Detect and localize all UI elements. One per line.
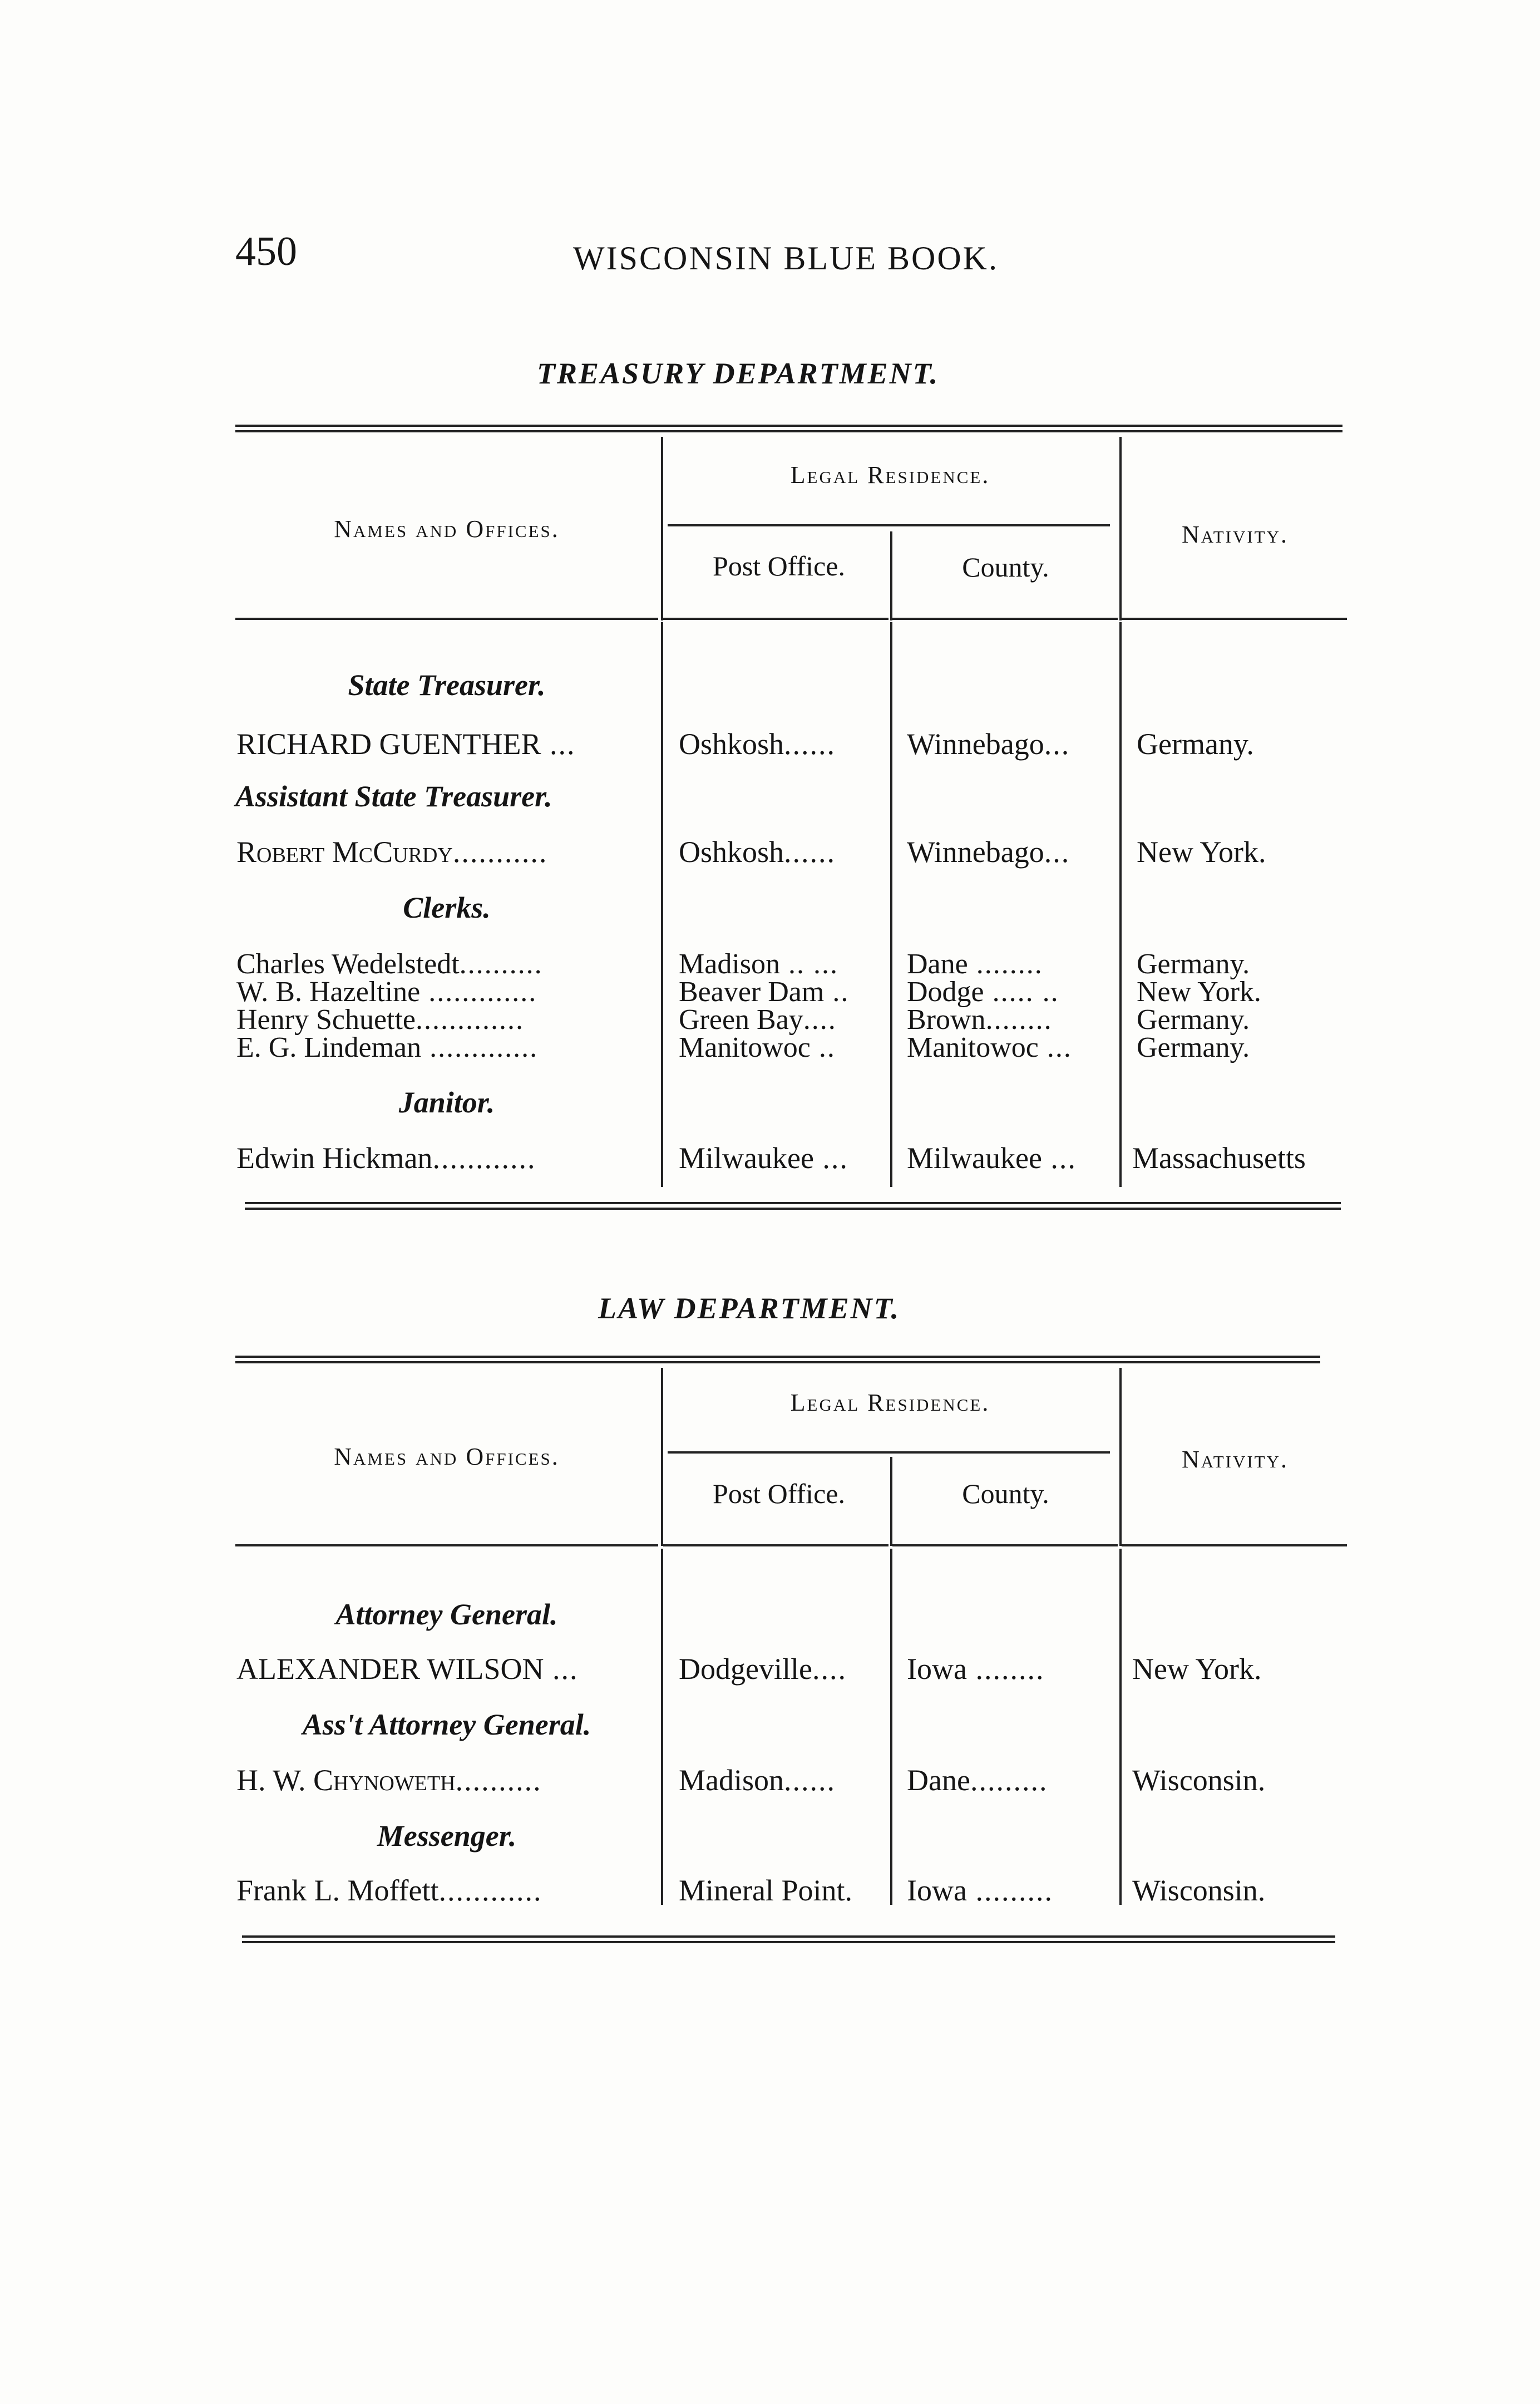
law-residence-rule bbox=[668, 1451, 1110, 1454]
office-messenger: Messenger. bbox=[377, 1819, 517, 1853]
law-body-divider-2 bbox=[890, 1549, 892, 1905]
treasury-bottom-rule bbox=[245, 1202, 1341, 1210]
name-cell: Robert McCurdy bbox=[236, 835, 453, 869]
table-row: Charles Wedelstedt.......... bbox=[236, 948, 543, 980]
treasury-header-rule-nativity bbox=[1122, 618, 1347, 620]
table-row: Frank L. Moffett............ bbox=[236, 1874, 542, 1907]
law-post-office-header: Post Office. bbox=[713, 1478, 845, 1509]
law-header-rule-po bbox=[663, 1544, 889, 1546]
treasury-header-rule-left bbox=[235, 618, 658, 620]
treasury-header-rule-county bbox=[892, 618, 1118, 620]
clerk-post-offices bbox=[679, 950, 849, 1062]
county-cell: Manitowoc ... bbox=[907, 1032, 1072, 1063]
law-bottom-rule bbox=[242, 1935, 1335, 1943]
county-cell: Dodge ..... .. bbox=[907, 976, 1059, 1008]
law-legal-residence-header: Legal Residence. bbox=[790, 1389, 990, 1416]
nativity-cell: Germany. bbox=[1137, 1032, 1250, 1063]
post-office-cell: Oshkosh...... bbox=[679, 835, 836, 869]
treasury-names-offices-header: Names and Offices. bbox=[334, 515, 560, 543]
nativity-cell: Wisconsin. bbox=[1132, 1874, 1266, 1907]
post-office-cell: Green Bay.... bbox=[679, 1004, 837, 1036]
office-clerks: Clerks. bbox=[403, 891, 491, 924]
law-header-rule-left bbox=[235, 1544, 658, 1546]
clerk-counties bbox=[907, 950, 1072, 1062]
table-row: W. B. Hazeltine ............. bbox=[236, 976, 537, 1008]
county-cell: Winnebago... bbox=[907, 835, 1070, 869]
post-office-cell: Madison...... bbox=[679, 1763, 836, 1797]
treasury-body-divider-3 bbox=[1119, 622, 1122, 1187]
table-row: H. W. Chynoweth.......... bbox=[236, 1763, 542, 1797]
table-row: E. G. Lindeman ............. bbox=[236, 1032, 539, 1063]
table-row: RICHARD GUENTHER ... bbox=[236, 727, 576, 761]
treasury-body-divider-1 bbox=[661, 622, 663, 1187]
clerk-names bbox=[236, 950, 543, 1062]
treasury-legal-residence-header: Legal Residence. bbox=[790, 461, 990, 489]
treasury-county-header: County. bbox=[962, 551, 1049, 583]
law-col-divider-3 bbox=[1119, 1368, 1122, 1546]
law-nativity-header: Nativity. bbox=[1181, 1446, 1289, 1473]
law-names-offices-header: Names and Offices. bbox=[334, 1443, 560, 1470]
nativity-cell: Germany. bbox=[1137, 948, 1250, 980]
county-cell: Iowa ......... bbox=[907, 1874, 1053, 1907]
county-cell: Dane......... bbox=[907, 1763, 1048, 1797]
county-cell: Dane ........ bbox=[907, 948, 1043, 980]
nativity-cell: New York. bbox=[1137, 835, 1266, 869]
name-cell: H. W. Chynoweth bbox=[236, 1763, 456, 1797]
county-cell: Iowa ........ bbox=[907, 1652, 1045, 1686]
county-cell: Milwaukee ... bbox=[907, 1141, 1077, 1175]
law-col-divider-1 bbox=[661, 1368, 663, 1546]
table-row: Robert McCurdy........... bbox=[236, 835, 548, 869]
law-body-divider-1 bbox=[661, 1549, 663, 1905]
table-row: Edwin Hickman............ bbox=[236, 1141, 536, 1175]
nativity-cell: Wisconsin. bbox=[1132, 1763, 1266, 1797]
law-header-rule-nativity bbox=[1122, 1544, 1347, 1546]
page-number: 450 bbox=[235, 229, 297, 274]
name-cell: ALEXANDER WILSON bbox=[236, 1652, 544, 1686]
nativity-cell: Massachusetts bbox=[1132, 1141, 1306, 1175]
post-office-cell: Oshkosh...... bbox=[679, 727, 836, 761]
post-office-cell: Milwaukee ... bbox=[679, 1141, 848, 1175]
law-header-rule-county bbox=[892, 1544, 1118, 1546]
law-top-rule bbox=[235, 1356, 1320, 1363]
post-office-cell: Madison .. ... bbox=[679, 948, 838, 980]
post-office-cell: Manitowoc .. bbox=[679, 1032, 836, 1063]
office-assistant-state-treasurer: Assistant State Treasurer. bbox=[235, 780, 552, 813]
treasury-top-rule bbox=[235, 425, 1342, 432]
law-department-title: LAW DEPARTMENT. bbox=[598, 1292, 901, 1325]
clerk-nativities bbox=[1137, 950, 1261, 1062]
law-body-divider-3 bbox=[1119, 1549, 1122, 1905]
treasury-nativity-header: Nativity. bbox=[1181, 521, 1289, 548]
office-attorney-general: Attorney General. bbox=[335, 1598, 558, 1631]
nativity-cell: New York. bbox=[1137, 976, 1261, 1008]
treasury-post-office-header: Post Office. bbox=[713, 550, 845, 582]
name-cell: Frank L. Moffett bbox=[236, 1874, 439, 1907]
table-row: Henry Schuette............. bbox=[236, 1004, 525, 1036]
name-cell: Edwin Hickman bbox=[236, 1141, 433, 1175]
nativity-cell: Germany. bbox=[1137, 1004, 1250, 1036]
law-col-divider-2 bbox=[890, 1457, 892, 1546]
treasury-header-rule-po bbox=[663, 618, 889, 620]
county-cell: Winnebago... bbox=[907, 727, 1070, 761]
treasury-col-divider-3 bbox=[1119, 437, 1122, 620]
office-asst-attorney-general: Ass't Attorney General. bbox=[302, 1708, 591, 1741]
treasury-residence-rule bbox=[668, 524, 1110, 526]
office-state-treasurer: State Treasurer. bbox=[348, 668, 546, 702]
post-office-cell: Beaver Dam .. bbox=[679, 976, 850, 1008]
table-row: ALEXANDER WILSON ... bbox=[236, 1652, 579, 1686]
treasury-col-divider-2 bbox=[890, 531, 892, 620]
running-head: WISCONSIN BLUE BOOK. bbox=[573, 240, 999, 277]
law-county-header: County. bbox=[962, 1478, 1049, 1509]
nativity-cell: Germany. bbox=[1137, 727, 1254, 761]
treasury-body-divider-2 bbox=[890, 622, 892, 1187]
post-office-cell: Mineral Point. bbox=[679, 1874, 852, 1907]
county-cell: Brown........ bbox=[907, 1004, 1053, 1036]
office-janitor: Janitor. bbox=[398, 1086, 495, 1119]
treasury-department-title: TREASURY DEPARTMENT. bbox=[537, 357, 940, 390]
name-cell: RICHARD GUENTHER bbox=[236, 727, 541, 761]
post-office-cell: Dodgeville.... bbox=[679, 1652, 847, 1686]
nativity-cell: New York. bbox=[1132, 1652, 1262, 1686]
treasury-col-divider-1 bbox=[661, 437, 663, 620]
